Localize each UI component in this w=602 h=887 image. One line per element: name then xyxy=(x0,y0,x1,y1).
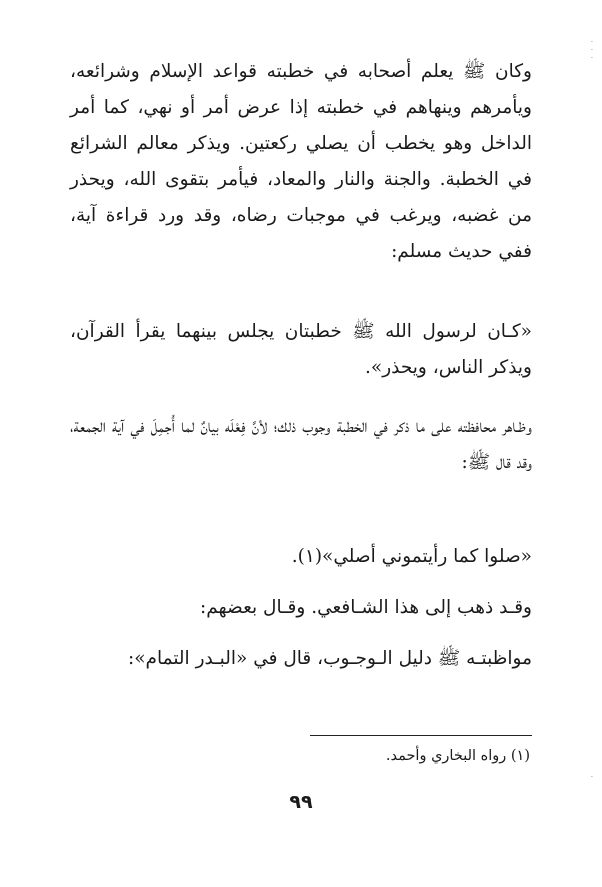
paragraph-text: «كـان لرسول الله ﷺ خطبتان يجلس بينهما يقرأ القرآن، ويذكر الناس، ويحذر». xyxy=(70,321,532,378)
paragraph-text: وكان ﷺ يعلم أصحابه في خطبته قواعد الإسلام وشرائعه، ويأمرهم وينهاهم في خطبته إذا عرض أمر أو نهي، كما أمر الداخل وهو يخطب أن يصلي ركعتين. ويذكر معالم الشرائع في الخطبة. والجنة والنار والمعاد، فيأمر بتقوى الله، ويحذر من غضبه، ويرغب في موجبات رضاه، وقد ورد قراءة آية، ففي حديث مسلم: xyxy=(70,61,532,262)
margin-speck: · xyxy=(591,55,593,62)
paragraph-hadith-muslim xyxy=(70,314,532,386)
paragraph-khutbah-teaching xyxy=(70,54,532,270)
footnote: (١) رواه البخاري وأحمد. xyxy=(385,748,530,764)
paragraph-text: وظـاهر محافظته على ما ذكر في الخطبة وجوب ذلك؛ لأنَّ فِعْلَه بيانٌ لما أُجمِلَ في آية الجمعة، وقد قال ﷺ: xyxy=(70,416,532,473)
paragraph-obligation xyxy=(70,409,532,481)
paragraph-text: «صلوا كما رأيتموني أصلي»(١). xyxy=(291,546,532,567)
paragraph-text: مواظبتـه ﷺ دليل الـوجـوب، قال في «البـدر التمام»: xyxy=(128,648,532,669)
margin-speck: · xyxy=(591,774,593,781)
margin-speck: · xyxy=(591,39,593,46)
margin-speck: · xyxy=(591,47,593,54)
footnote-separator xyxy=(310,735,532,736)
paragraph-text: وقـد ذهب إلى هذا الشـافعي. وقـال بعضهم: xyxy=(199,597,532,618)
paragraph-shafii xyxy=(70,590,532,626)
paragraph-hadith-pray xyxy=(70,539,532,575)
paragraph-badr-tamam xyxy=(70,641,532,677)
page-number: ٩٩ xyxy=(289,791,313,813)
